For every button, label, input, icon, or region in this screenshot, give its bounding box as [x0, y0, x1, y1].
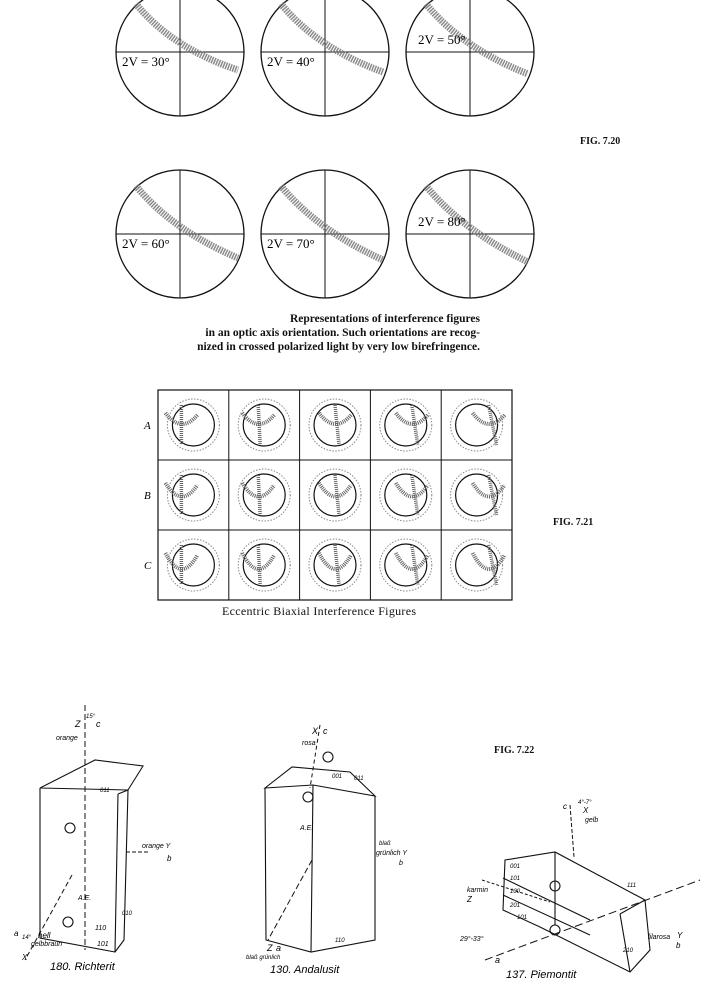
- crystal-label: c: [563, 802, 567, 811]
- isogyre: [473, 483, 505, 497]
- isochrome-dotted: [167, 469, 219, 521]
- optic-axis-symbol: [303, 792, 313, 802]
- interference-figures-optic-axis: [0, 0, 704, 310]
- crystal-label: b: [399, 860, 403, 867]
- crystal-label: hell: [38, 931, 51, 940]
- field-circle: [172, 544, 214, 586]
- caption-line: Representations of interference figures: [289, 313, 480, 325]
- eccentric-figure: [451, 469, 505, 521]
- crystal-label: Y: [677, 931, 683, 940]
- crystal-label: 111: [627, 883, 637, 889]
- crystal-label: 180. Richterit: [50, 961, 115, 973]
- optic-axis-symbol: [65, 823, 75, 833]
- isogyre: [396, 413, 428, 424]
- crystal-edges: [503, 852, 645, 972]
- panel-label: 2V = 60°: [122, 236, 170, 251]
- crystal-label: A.E.: [300, 825, 314, 832]
- interference-panel: [261, 0, 389, 116]
- eccentric-biaxial-grid: [130, 385, 530, 610]
- eccentric-figure: [380, 469, 432, 521]
- axis-z: [268, 860, 312, 940]
- panel-label: 2V = 70°: [267, 236, 315, 251]
- eccentric-figure: [380, 399, 432, 451]
- field-circle: [243, 404, 285, 446]
- crystal-label: X: [22, 953, 28, 962]
- interference-panel: [261, 170, 389, 298]
- crystal-label: c: [323, 726, 328, 736]
- isogyre: [258, 545, 260, 585]
- fig-7-22-label: FIG. 7.22: [494, 745, 535, 756]
- fig-7-21-label: FIG. 7.21: [553, 517, 594, 528]
- crystal-label: 201: [510, 903, 521, 909]
- crystal-label: b: [167, 854, 172, 863]
- axis-c: [570, 805, 574, 857]
- crystal-label: 110: [95, 925, 107, 932]
- isochrome-dotted: [380, 469, 432, 521]
- crystal-label: rosa: [302, 740, 316, 747]
- crystal-label: a: [14, 929, 19, 938]
- crystal-andalusit: [246, 725, 408, 976]
- crystal-label: 101: [510, 876, 521, 882]
- panel-label: 2V = 50°: [418, 32, 466, 47]
- crystal-label: 001: [332, 774, 343, 780]
- crystal-label: blaß grünlich: [246, 955, 281, 961]
- isochrome-dotted: [238, 469, 290, 521]
- interference-panel: [116, 170, 244, 298]
- eccentric-figure: [309, 469, 361, 521]
- row-label: C: [144, 560, 152, 572]
- isogyre: [473, 413, 505, 424]
- field-circle: [314, 544, 356, 586]
- isochrome-dotted: [167, 539, 219, 591]
- crystal-label: 001: [510, 864, 521, 870]
- fig-7-20-caption: [150, 312, 480, 354]
- crystal-label: blaß: [379, 841, 391, 847]
- crystal-label: 137. Piemontit: [506, 969, 577, 981]
- isochrome-dotted: [380, 399, 432, 451]
- isogyre: [473, 553, 505, 569]
- isogyre: [242, 413, 274, 424]
- panel-label: 2V = 80°: [418, 214, 466, 229]
- crystal-piemontit: [459, 800, 700, 981]
- crystal-label: 110: [335, 938, 345, 944]
- fig-7-21-caption: Eccentric Biaxial Interference Figures: [222, 604, 417, 618]
- eccentric-figure: [238, 399, 290, 451]
- crystal-label: 011: [100, 788, 110, 794]
- crystal-label: 101: [97, 941, 109, 948]
- field-circle: [385, 544, 427, 586]
- eccentric-figure: [451, 539, 505, 591]
- crystal-label: gelbbraun: [31, 941, 63, 948]
- crystal-label: 101: [517, 915, 528, 921]
- eccentric-figure: [309, 539, 361, 591]
- crystal-label: 4°-7°: [578, 800, 592, 806]
- field-circle: [243, 474, 285, 516]
- crystal-label: a: [276, 943, 282, 953]
- crystal-body: [265, 785, 375, 952]
- eccentric-figure: [238, 469, 290, 521]
- panel-label: 2V = 30°: [122, 54, 170, 69]
- eccentric-figure: [165, 399, 219, 451]
- field-circle: [314, 474, 356, 516]
- crystal-label: 100: [510, 889, 521, 895]
- isogyre: [258, 475, 260, 515]
- isochrome-dotted: [309, 539, 361, 591]
- crystal-label: karmin: [467, 887, 489, 894]
- isogyre: [412, 545, 418, 585]
- interference-panel: [406, 0, 534, 116]
- crystal-label: lilarosa: [648, 934, 671, 941]
- isogyre: [335, 545, 339, 585]
- crystal-top-face: [40, 760, 143, 790]
- isochrome-dotted: [167, 399, 219, 451]
- crystal-drawings: [0, 700, 704, 994]
- crystal-label: grünlich Y: [376, 850, 408, 857]
- eccentric-figure: [238, 539, 290, 591]
- interference-panel: [406, 170, 534, 298]
- interference-panel: [116, 0, 244, 116]
- field-circle: [243, 544, 285, 586]
- crystal-label: A.E.: [78, 895, 92, 902]
- eccentric-figure: [451, 399, 505, 451]
- crystal-label: Z: [267, 943, 273, 953]
- isochrome-dotted: [238, 399, 290, 451]
- caption-line: in an optic axis orientation. Such orientations are recog-: [205, 327, 480, 339]
- panel-label: 2V = 40°: [267, 54, 315, 69]
- crystal-label: Z: [75, 719, 81, 729]
- crystal-label: orange Y: [142, 843, 171, 850]
- crystal-label: 210: [623, 948, 634, 954]
- crystal-label: b: [676, 941, 681, 950]
- crystal-label: X: [583, 806, 589, 815]
- caption-line: nized in crossed polarized light by very low birefringence.: [197, 341, 480, 353]
- isochrome-dotted: [309, 469, 361, 521]
- isogyre: [396, 483, 428, 497]
- row-label: A: [144, 420, 151, 432]
- crystal-body: [40, 788, 128, 952]
- isogyre: [319, 413, 351, 424]
- crystal-label: Z: [467, 895, 472, 904]
- optic-axis-symbol: [63, 917, 73, 927]
- crystal-label: 14°: [22, 935, 32, 941]
- isochrome-dotted: [380, 539, 432, 591]
- eccentric-figure: [380, 539, 432, 591]
- crystal-label: 15°: [86, 714, 96, 720]
- crystal-richterit: [14, 705, 172, 973]
- crystal-label: 29°-33°: [460, 936, 484, 943]
- eccentric-figure: [309, 399, 361, 451]
- field-circle: [172, 404, 214, 446]
- isochrome-dotted: [238, 539, 290, 591]
- crystal-label: gelb: [585, 817, 599, 824]
- fig-7-20-label: FIG. 7.20: [580, 136, 621, 147]
- row-label: B: [144, 490, 151, 502]
- crystal-label: a: [495, 955, 501, 965]
- crystal-label: 010: [122, 911, 133, 917]
- optic-axis-symbol: [323, 752, 333, 762]
- isogyre: [165, 413, 197, 424]
- crystal-label: 130. Andalusit: [270, 964, 340, 976]
- crystal-outline: [503, 852, 650, 972]
- field-circle: [385, 404, 427, 446]
- crystal-label: X: [312, 726, 319, 736]
- eccentric-figure: [165, 469, 219, 521]
- crystal-label: 011: [354, 776, 364, 782]
- crystal-label: c: [96, 719, 101, 729]
- eccentric-figure: [165, 539, 219, 591]
- crystal-label: orange: [56, 735, 78, 742]
